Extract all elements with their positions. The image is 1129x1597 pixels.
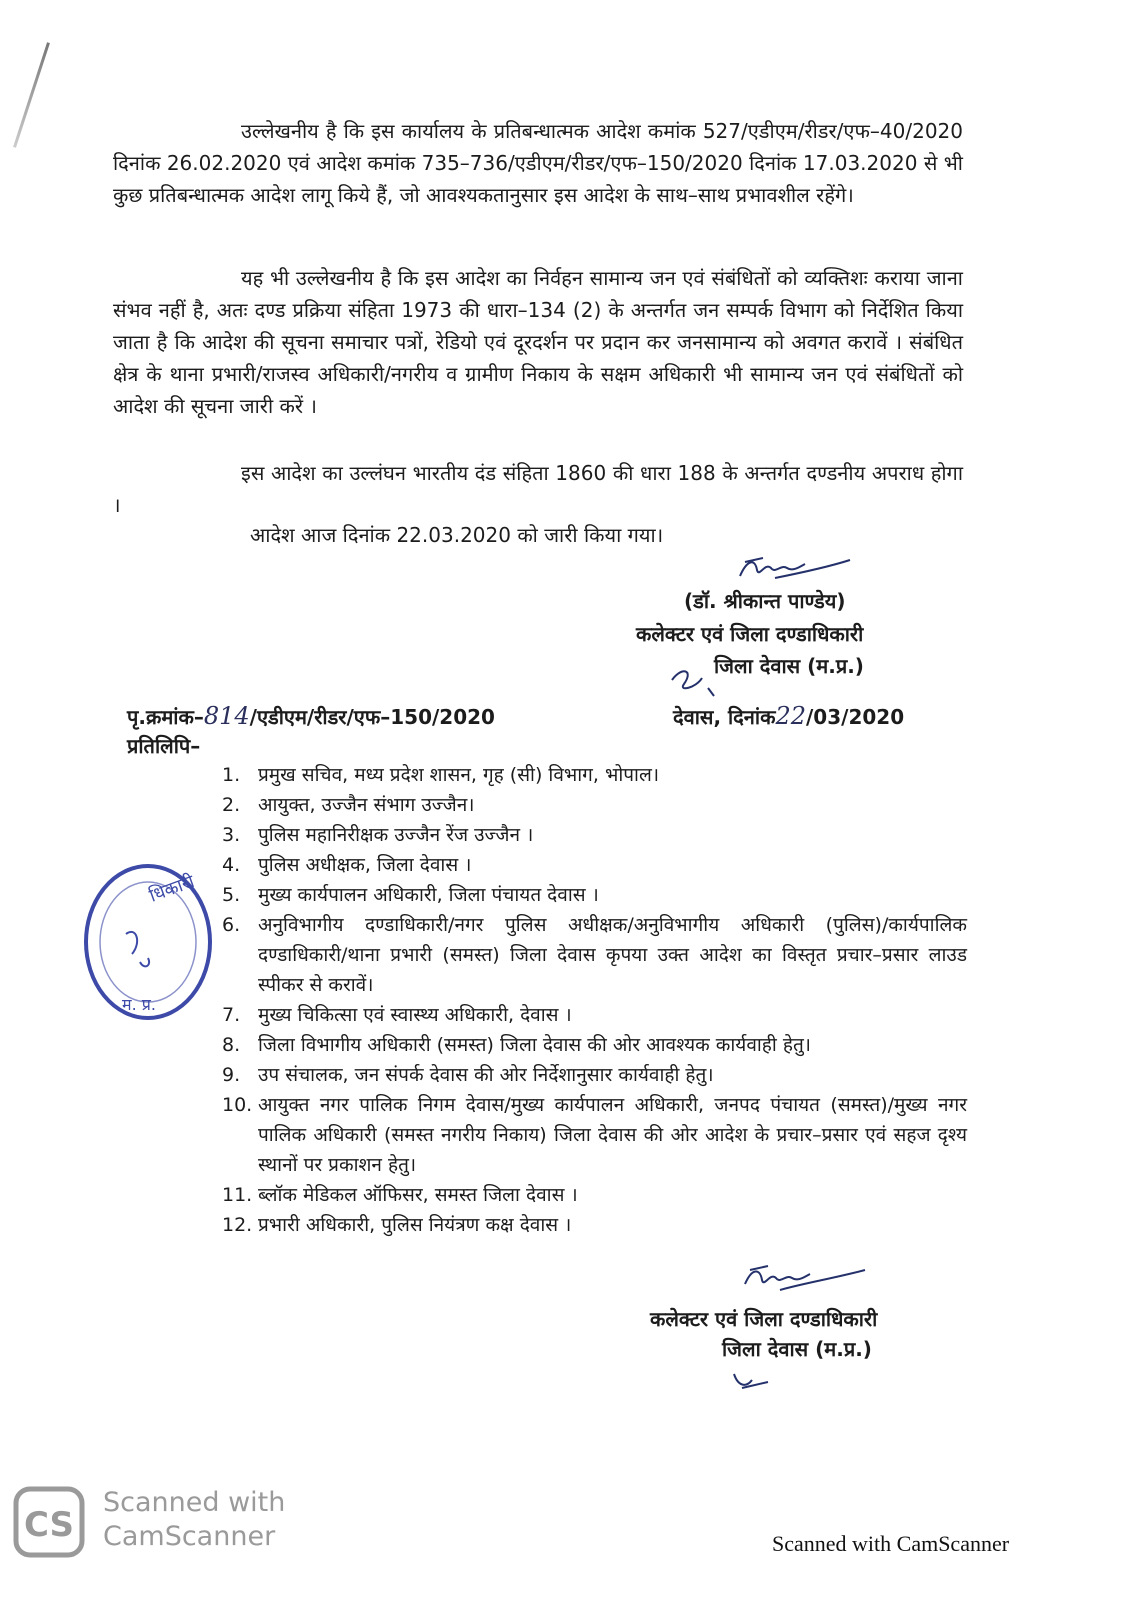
signatory-designation: कलेक्टर एवं जिला दण्डाधिकारी: [636, 622, 864, 646]
camscanner-watermark: [103, 1486, 285, 1554]
watermark-line-2: CamScanner: [103, 1521, 276, 1552]
list-item: 3. पुलिस महानिरीक्षक उज्जैन रेंज उज्जैन ।: [222, 824, 534, 846]
svg-text:धिकारी: धिकारी: [146, 871, 198, 907]
watermark-line-1: Scanned with: [103, 1487, 286, 1518]
signature-scribble-2: [740, 1258, 870, 1298]
page-edge-shadow: [13, 42, 50, 148]
list-item: 7. मुख्य चिकित्सा एवं स्वास्थ्य अधिकारी, देवास ।: [222, 1004, 572, 1026]
reference-place-date: देवास, दिनांक22/03/2020: [673, 702, 905, 730]
list-item: 8. जिला विभागीय अधिकारी (समस्त) जिला देवास की ओर आवश्यक कार्यवाही हेतु।: [222, 1034, 811, 1056]
signatory-designation-2: कलेक्टर एवं जिला दण्डाधिकारी: [650, 1307, 878, 1331]
paragraph-penalty: इस आदेश का उल्लंघन भारतीय दंड संहिता 1860 की धारा 188 के अन्तर्गत दण्डनीय अपराध होगा ।: [113, 461, 963, 517]
list-item: 11. ब्लॉक मेडिकल ऑफिसर, समस्त जिला देवास ।: [222, 1184, 578, 1206]
signature-scribble-1: [735, 548, 855, 588]
list-item: 2. आयुक्त, उज्जैन संभाग उज्जैन।: [222, 794, 475, 816]
official-seal-stamp: [82, 862, 214, 1022]
list-item: 10. आयुक्त नगर पालिक निगम देवास/मुख्य कार्यपालन अधिकारी, जनपद पंचायत (समस्त)/मुख्य नगर पालिक अधिकारी (समस्त नगरीय निकाय) जिला देवास की ओर आदेश के प्रचार–प्रसार एवं सहज दृश्य स्थानों पर प्रकाशन हेतु।: [222, 1094, 967, 1176]
signatory-district: जिला देवास (म.प्र.): [714, 654, 864, 678]
signatory-name: (डॉ. श्रीकान्त पाण्डेय): [684, 589, 846, 613]
list-item: 9. उप संचालक, जन संपर्क देवास की ओर निर्देशानुसार कार्यवाही हेतु।: [222, 1064, 714, 1086]
list-item: 5. मुख्य कार्यपालन अधिकारी, जिला पंचायत देवास ।: [222, 884, 599, 906]
copy-to-list: [222, 760, 967, 1240]
list-item: 6. अनुविभागीय दण्डाधिकारी/नगर पुलिस अधीक्षक/अनुविभागीय अधिकारी (पुलिस)/कार्यपालिक दण्डाधिकारी/थाना प्रभारी (समस्त) जिला देवास कृपया उक्त आदेश का विस्तृत प्रचार–प्रसार लाउड स्पीकर से करावें।: [222, 914, 967, 996]
camscanner-logo-icon: [13, 1486, 85, 1558]
reference-number: पृ.क्रमांक–814/एडीएम/रीडर/एफ–150/2020: [127, 702, 495, 730]
issue-date-line: आदेश आज दिनांक 22.03.2020 को जारी किया गया।: [250, 523, 664, 547]
list-item: 1. प्रमुख सचिव, मध्य प्रदेश शासन, गृह (सी) विभाग, भोपाल।: [222, 764, 660, 786]
signatory-district-2: जिला देवास (म.प्र.): [722, 1337, 872, 1361]
svg-text:CS: CS: [23, 1505, 75, 1545]
camscanner-footer-text: Scanned with CamScanner: [772, 1531, 1010, 1556]
list-item: 12. प्रभारी अधिकारी, पुलिस नियंत्रण कक्ष देवास ।: [222, 1214, 572, 1236]
paragraph-publicity-direction: यह भी उल्लेखनीय है कि इस आदेश का निर्वहन सामान्य जन एवं संबंधितों को व्यक्तिशः कराया जाना संभव नहीं है, अतः दण्ड प्रक्रिया संहिता 1973 की धारा–134 (2) के अन्तर्गत जन सम्पर्क विभाग को निर्देशित किया जाता है कि आदेश की सूचना समाचार पत्रों, रेडियो एवं दूरदर्शन पर प्रदान कर जनसामान्य को अवगत करावें । संबंधित क्षेत्र के थाना प्रभारी/राजस्व अधिकारी/नगरीय व ग्रामीण निकाय के सक्षम अधिकारी भी सामान्य जन एवं संबंधितों को आदेश की सूचना जारी करें ।: [113, 266, 963, 418]
list-item: 4. पुलिस अधीक्षक, जिला देवास ।: [222, 854, 472, 876]
initial-mark-1: [668, 660, 738, 700]
paragraph-previous-orders: उल्लेखनीय है कि इस कार्यालय के प्रतिबन्धात्मक आदेश कमांक 527/एडीएम/रीडर/एफ–40/2020 दिनांक 26.02.2020 एवं आदेश कमांक 735–736/एडीएम/रीडर/एफ–150/2020 दिनांक 17.03.2020 से भी कुछ प्रतिबन्धात्मक आदेश लागू किये हैं, जो आवश्यकतानुसार इस आदेश के साथ–साथ प्रभावशील रहेंगे।: [113, 119, 963, 207]
initial-mark-2: [728, 1366, 778, 1396]
svg-text:म. प्र.: म. प्र.: [122, 995, 156, 1014]
copy-heading: प्रतिलिपि–: [127, 734, 201, 758]
